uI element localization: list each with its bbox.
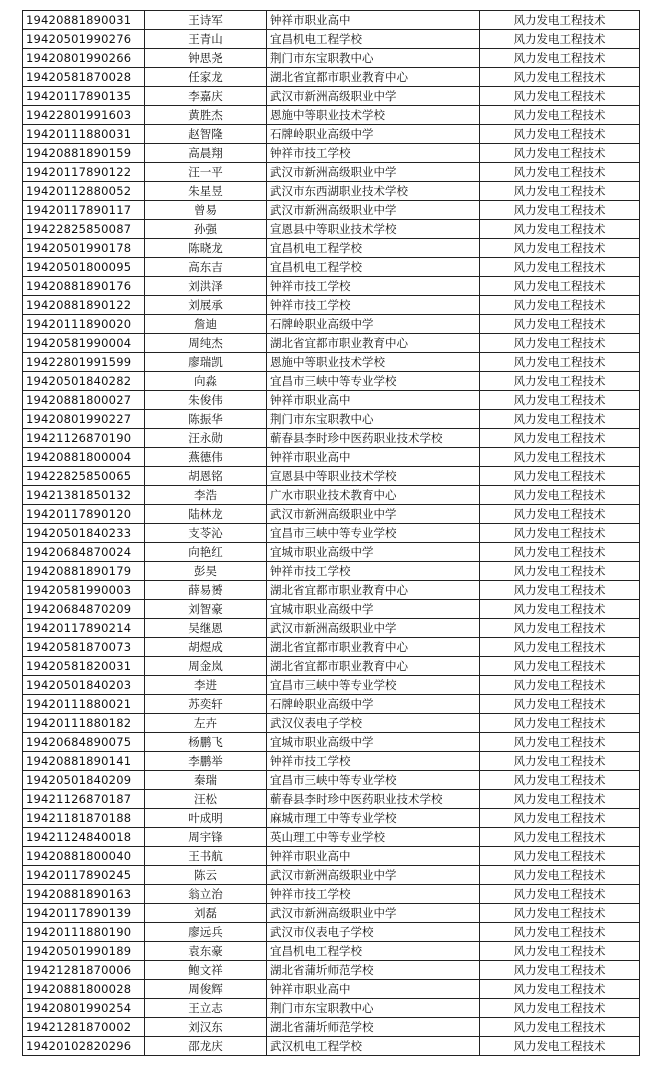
school-name-cell: 湖北省蒲圻师范学校 (267, 961, 480, 980)
exam-number-cell: 19420501840203 (23, 676, 145, 695)
exam-number-cell: 19420684890075 (23, 733, 145, 752)
major-cell: 风力发电工程技术 (480, 885, 640, 904)
exam-number-cell: 19422825850087 (23, 220, 145, 239)
student-name-cell: 王立志 (145, 999, 267, 1018)
school-name-cell: 武汉仪表电子学校 (267, 714, 480, 733)
table-row (23, 676, 640, 695)
school-name-cell: 宜城市职业高级中学 (267, 543, 480, 562)
exam-number-cell: 19420881800004 (23, 448, 145, 467)
major-cell: 风力发电工程技术 (480, 182, 640, 201)
table-body (23, 11, 640, 1056)
student-name-cell: 周宇锋 (145, 828, 267, 847)
student-name-cell: 汪永勋 (145, 429, 267, 448)
student-name-cell: 刘智豪 (145, 600, 267, 619)
student-name-cell: 陈晓龙 (145, 239, 267, 258)
exam-number-cell: 19422825850065 (23, 467, 145, 486)
table-row (23, 353, 640, 372)
table-row (23, 144, 640, 163)
exam-number-cell: 19420501840282 (23, 372, 145, 391)
table-row (23, 885, 640, 904)
exam-number-cell: 19420501990178 (23, 239, 145, 258)
exam-number-cell: 19420581870028 (23, 68, 145, 87)
exam-number-cell: 19422801991603 (23, 106, 145, 125)
school-name-cell: 荆门市东宝职教中心 (267, 410, 480, 429)
major-cell: 风力发电工程技术 (480, 429, 640, 448)
major-cell: 风力发电工程技术 (480, 220, 640, 239)
school-name-cell: 武汉机电工程学校 (267, 1037, 480, 1056)
exam-number-cell: 19420112880052 (23, 182, 145, 201)
exam-number-cell: 19420117890120 (23, 505, 145, 524)
exam-number-cell: 19420102820296 (23, 1037, 145, 1056)
school-name-cell: 恩施中等职业技术学校 (267, 106, 480, 125)
student-name-cell: 王诗军 (145, 11, 267, 30)
school-name-cell: 钟祥市技工学校 (267, 144, 480, 163)
table-row (23, 296, 640, 315)
student-name-cell: 任家龙 (145, 68, 267, 87)
exam-number-cell: 19420111890020 (23, 315, 145, 334)
school-name-cell: 武汉市新洲高级职业中学 (267, 87, 480, 106)
school-name-cell: 武汉市新洲高级职业中学 (267, 866, 480, 885)
major-cell: 风力发电工程技术 (480, 1018, 640, 1037)
exam-number-cell: 19420881800040 (23, 847, 145, 866)
exam-number-cell: 19420801990266 (23, 49, 145, 68)
student-name-cell: 秦瑞 (145, 771, 267, 790)
major-cell: 风力发电工程技术 (480, 600, 640, 619)
school-name-cell: 麻城市理工中等专业学校 (267, 809, 480, 828)
school-name-cell: 石牌岭职业高级中学 (267, 695, 480, 714)
table-row (23, 163, 640, 182)
student-name-cell: 刘展承 (145, 296, 267, 315)
table-row (23, 714, 640, 733)
student-name-cell: 向淼 (145, 372, 267, 391)
exam-number-cell: 19420881890176 (23, 277, 145, 296)
table-row (23, 543, 640, 562)
major-cell: 风力发电工程技术 (480, 828, 640, 847)
exam-number-cell: 19420111880031 (23, 125, 145, 144)
table-row (23, 239, 640, 258)
major-cell: 风力发电工程技术 (480, 581, 640, 600)
student-name-cell: 燕德伟 (145, 448, 267, 467)
student-name-cell: 汪一平 (145, 163, 267, 182)
exam-number-cell: 19420801990254 (23, 999, 145, 1018)
table-row (23, 524, 640, 543)
school-name-cell: 武汉市新洲高级职业中学 (267, 505, 480, 524)
school-name-cell: 湖北省宜都市职业教育中心 (267, 638, 480, 657)
school-name-cell: 宜昌机电工程学校 (267, 942, 480, 961)
major-cell: 风力发电工程技术 (480, 657, 640, 676)
school-name-cell: 武汉市新洲高级职业中学 (267, 163, 480, 182)
school-name-cell: 湖北省宜都市职业教育中心 (267, 581, 480, 600)
table-row (23, 828, 640, 847)
school-name-cell: 宜城市职业高级中学 (267, 600, 480, 619)
major-cell: 风力发电工程技术 (480, 410, 640, 429)
exam-number-cell: 19420881890122 (23, 296, 145, 315)
exam-number-cell: 19420881800028 (23, 980, 145, 999)
student-name-cell: 赵智隆 (145, 125, 267, 144)
exam-number-cell: 19420501840209 (23, 771, 145, 790)
exam-number-cell: 19420117890122 (23, 163, 145, 182)
table-row (23, 125, 640, 144)
table-row (23, 980, 640, 999)
student-name-cell: 翁立治 (145, 885, 267, 904)
student-name-cell: 陈云 (145, 866, 267, 885)
major-cell: 风力发电工程技术 (480, 258, 640, 277)
exam-number-cell: 19420117890139 (23, 904, 145, 923)
major-cell: 风力发电工程技术 (480, 543, 640, 562)
major-cell: 风力发电工程技术 (480, 638, 640, 657)
school-name-cell: 宜昌市三峡中等专业学校 (267, 771, 480, 790)
major-cell: 风力发电工程技术 (480, 524, 640, 543)
table-row (23, 11, 640, 30)
school-name-cell: 石牌岭职业高级中学 (267, 125, 480, 144)
student-name-cell: 王书航 (145, 847, 267, 866)
student-name-cell: 邵龙庆 (145, 1037, 267, 1056)
school-name-cell: 蕲春县李时珍中医药职业技术学校 (267, 790, 480, 809)
student-name-cell: 周金岚 (145, 657, 267, 676)
student-name-cell: 李进 (145, 676, 267, 695)
table-row (23, 106, 640, 125)
school-name-cell: 武汉市东西湖职业技术学校 (267, 182, 480, 201)
table-row (23, 410, 640, 429)
exam-number-cell: 19420501840233 (23, 524, 145, 543)
exam-number-cell: 19420581820031 (23, 657, 145, 676)
exam-number-cell: 19420581870073 (23, 638, 145, 657)
student-name-cell: 左卉 (145, 714, 267, 733)
table-row (23, 562, 640, 581)
major-cell: 风力发电工程技术 (480, 467, 640, 486)
major-cell: 风力发电工程技术 (480, 125, 640, 144)
student-name-cell: 刘洪泽 (145, 277, 267, 296)
table-row (23, 904, 640, 923)
school-name-cell: 荆门市东宝职教中心 (267, 49, 480, 68)
school-name-cell: 钟祥市职业高中 (267, 847, 480, 866)
exam-number-cell: 19420111880182 (23, 714, 145, 733)
table-row (23, 277, 640, 296)
table-row (23, 448, 640, 467)
table-row (23, 657, 640, 676)
table-row (23, 201, 640, 220)
school-name-cell: 钟祥市技工学校 (267, 277, 480, 296)
major-cell: 风力发电工程技术 (480, 771, 640, 790)
exam-number-cell: 19420801990227 (23, 410, 145, 429)
table-row (23, 809, 640, 828)
school-name-cell: 英山理工中等专业学校 (267, 828, 480, 847)
major-cell: 风力发电工程技术 (480, 391, 640, 410)
table-row (23, 847, 640, 866)
exam-number-cell: 19420117890214 (23, 619, 145, 638)
major-cell: 风力发电工程技术 (480, 30, 640, 49)
major-cell: 风力发电工程技术 (480, 695, 640, 714)
table-row (23, 790, 640, 809)
school-name-cell: 钟祥市职业高中 (267, 448, 480, 467)
major-cell: 风力发电工程技术 (480, 923, 640, 942)
table-row (23, 1037, 640, 1056)
major-cell: 风力发电工程技术 (480, 961, 640, 980)
exam-number-cell: 19421126870187 (23, 790, 145, 809)
student-list-table (22, 10, 640, 1056)
school-name-cell: 恩施中等职业技术学校 (267, 353, 480, 372)
school-name-cell: 蕲春县李时珍中医药职业技术学校 (267, 429, 480, 448)
student-name-cell: 刘磊 (145, 904, 267, 923)
major-cell: 风力发电工程技术 (480, 980, 640, 999)
student-name-cell: 李嘉庆 (145, 87, 267, 106)
school-name-cell: 武汉市新洲高级职业中学 (267, 201, 480, 220)
table-row (23, 581, 640, 600)
school-name-cell: 钟祥市技工学校 (267, 752, 480, 771)
table-row (23, 695, 640, 714)
student-name-cell: 黄胜杰 (145, 106, 267, 125)
school-name-cell: 钟祥市技工学校 (267, 885, 480, 904)
student-name-cell: 彭昊 (145, 562, 267, 581)
major-cell: 风力发电工程技术 (480, 144, 640, 163)
student-name-cell: 苏奕轩 (145, 695, 267, 714)
major-cell: 风力发电工程技术 (480, 942, 640, 961)
major-cell: 风力发电工程技术 (480, 752, 640, 771)
student-name-cell: 廖瑞凯 (145, 353, 267, 372)
school-name-cell: 钟祥市技工学校 (267, 296, 480, 315)
table-row (23, 961, 640, 980)
major-cell: 风力发电工程技术 (480, 562, 640, 581)
exam-number-cell: 19420111880190 (23, 923, 145, 942)
major-cell: 风力发电工程技术 (480, 714, 640, 733)
major-cell: 风力发电工程技术 (480, 904, 640, 923)
table-row (23, 733, 640, 752)
school-name-cell: 宜城市职业高级中学 (267, 733, 480, 752)
table-row (23, 49, 640, 68)
major-cell: 风力发电工程技术 (480, 372, 640, 391)
student-name-cell: 胡煜成 (145, 638, 267, 657)
exam-number-cell: 19420501990189 (23, 942, 145, 961)
table-row (23, 638, 640, 657)
table-row (23, 942, 640, 961)
major-cell: 风力发电工程技术 (480, 809, 640, 828)
exam-number-cell: 19421281870006 (23, 961, 145, 980)
exam-number-cell: 19420501800095 (23, 258, 145, 277)
student-name-cell: 詹迪 (145, 315, 267, 334)
student-name-cell: 汪松 (145, 790, 267, 809)
exam-number-cell: 19420684870024 (23, 543, 145, 562)
major-cell: 风力发电工程技术 (480, 315, 640, 334)
table-row (23, 999, 640, 1018)
student-name-cell: 朱俊伟 (145, 391, 267, 410)
school-name-cell: 武汉市新洲高级职业中学 (267, 904, 480, 923)
student-name-cell: 廖远兵 (145, 923, 267, 942)
school-name-cell: 武汉市新洲高级职业中学 (267, 619, 480, 638)
exam-number-cell: 19420881890141 (23, 752, 145, 771)
table-row (23, 486, 640, 505)
major-cell: 风力发电工程技术 (480, 296, 640, 315)
major-cell: 风力发电工程技术 (480, 87, 640, 106)
major-cell: 风力发电工程技术 (480, 68, 640, 87)
table-row (23, 220, 640, 239)
major-cell: 风力发电工程技术 (480, 448, 640, 467)
exam-number-cell: 19421124840018 (23, 828, 145, 847)
student-name-cell: 陈振华 (145, 410, 267, 429)
school-name-cell: 宜昌机电工程学校 (267, 239, 480, 258)
school-name-cell: 宜昌市三峡中等专业学校 (267, 372, 480, 391)
exam-number-cell: 19421126870190 (23, 429, 145, 448)
major-cell: 风力发电工程技术 (480, 11, 640, 30)
exam-number-cell: 19420881890159 (23, 144, 145, 163)
school-name-cell: 宣恩县中等职业技术学校 (267, 467, 480, 486)
table-row (23, 752, 640, 771)
major-cell: 风力发电工程技术 (480, 999, 640, 1018)
major-cell: 风力发电工程技术 (480, 676, 640, 695)
student-name-cell: 高东吉 (145, 258, 267, 277)
major-cell: 风力发电工程技术 (480, 486, 640, 505)
major-cell: 风力发电工程技术 (480, 505, 640, 524)
exam-number-cell: 19420684870209 (23, 600, 145, 619)
major-cell: 风力发电工程技术 (480, 277, 640, 296)
school-name-cell: 湖北省蒲圻师范学校 (267, 1018, 480, 1037)
major-cell: 风力发电工程技术 (480, 733, 640, 752)
major-cell: 风力发电工程技术 (480, 866, 640, 885)
exam-number-cell: 19420881800027 (23, 391, 145, 410)
school-name-cell: 武汉市仪表电子学校 (267, 923, 480, 942)
major-cell: 风力发电工程技术 (480, 334, 640, 353)
table-row (23, 866, 640, 885)
table-row (23, 391, 640, 410)
student-name-cell: 鲍文祥 (145, 961, 267, 980)
exam-number-cell: 19420881890031 (23, 11, 145, 30)
exam-number-cell: 19421181870188 (23, 809, 145, 828)
school-name-cell: 石牌岭职业高级中学 (267, 315, 480, 334)
table-row (23, 87, 640, 106)
table-row (23, 315, 640, 334)
major-cell: 风力发电工程技术 (480, 619, 640, 638)
major-cell: 风力发电工程技术 (480, 49, 640, 68)
student-name-cell: 袁东豪 (145, 942, 267, 961)
table-row (23, 619, 640, 638)
school-name-cell: 钟祥市职业高中 (267, 11, 480, 30)
table-row (23, 68, 640, 87)
table-row (23, 600, 640, 619)
exam-number-cell: 19422801991599 (23, 353, 145, 372)
school-name-cell: 宜昌机电工程学校 (267, 30, 480, 49)
exam-number-cell: 19421281870002 (23, 1018, 145, 1037)
student-name-cell: 曾易 (145, 201, 267, 220)
school-name-cell: 钟祥市职业高中 (267, 391, 480, 410)
student-name-cell: 孙强 (145, 220, 267, 239)
exam-number-cell: 19420581990003 (23, 581, 145, 600)
table-row (23, 1018, 640, 1037)
school-name-cell: 荆门市东宝职教中心 (267, 999, 480, 1018)
major-cell: 风力发电工程技术 (480, 106, 640, 125)
student-name-cell: 周纯杰 (145, 334, 267, 353)
table-row (23, 467, 640, 486)
major-cell: 风力发电工程技术 (480, 353, 640, 372)
table-row (23, 30, 640, 49)
student-name-cell: 陆林龙 (145, 505, 267, 524)
school-name-cell: 宜昌市三峡中等专业学校 (267, 524, 480, 543)
school-name-cell: 钟祥市职业高中 (267, 980, 480, 999)
table-row (23, 505, 640, 524)
major-cell: 风力发电工程技术 (480, 1037, 640, 1056)
school-name-cell: 湖北省宜都市职业教育中心 (267, 657, 480, 676)
student-name-cell: 钟思尧 (145, 49, 267, 68)
school-name-cell: 钟祥市技工学校 (267, 562, 480, 581)
school-name-cell: 宣恩县中等职业技术学校 (267, 220, 480, 239)
major-cell: 风力发电工程技术 (480, 239, 640, 258)
exam-number-cell: 19420117890135 (23, 87, 145, 106)
school-name-cell: 湖北省宜都市职业教育中心 (267, 68, 480, 87)
table-row (23, 771, 640, 790)
table-row (23, 258, 640, 277)
major-cell: 风力发电工程技术 (480, 163, 640, 182)
exam-number-cell: 19420117890245 (23, 866, 145, 885)
student-name-cell: 叶成明 (145, 809, 267, 828)
exam-number-cell: 19421381850132 (23, 486, 145, 505)
major-cell: 风力发电工程技术 (480, 847, 640, 866)
student-name-cell: 杨鹏飞 (145, 733, 267, 752)
student-name-cell: 胡恩铭 (145, 467, 267, 486)
exam-number-cell: 19420501990276 (23, 30, 145, 49)
student-name-cell: 周俊辉 (145, 980, 267, 999)
student-name-cell: 李浩 (145, 486, 267, 505)
student-name-cell: 李鹏举 (145, 752, 267, 771)
student-name-cell: 吴继恩 (145, 619, 267, 638)
student-name-cell: 薛易赟 (145, 581, 267, 600)
student-name-cell: 王青山 (145, 30, 267, 49)
table-row (23, 372, 640, 391)
student-name-cell: 向艳红 (145, 543, 267, 562)
school-name-cell: 宜昌机电工程学校 (267, 258, 480, 277)
table-row (23, 429, 640, 448)
major-cell: 风力发电工程技术 (480, 790, 640, 809)
major-cell: 风力发电工程技术 (480, 201, 640, 220)
student-name-cell: 支苓沁 (145, 524, 267, 543)
table-row (23, 923, 640, 942)
table-row (23, 182, 640, 201)
student-name-cell: 朱星昱 (145, 182, 267, 201)
exam-number-cell: 19420117890117 (23, 201, 145, 220)
table-row (23, 334, 640, 353)
school-name-cell: 广水市职业技术教育中心 (267, 486, 480, 505)
exam-number-cell: 19420881890179 (23, 562, 145, 581)
exam-number-cell: 19420581990004 (23, 334, 145, 353)
student-name-cell: 刘汉东 (145, 1018, 267, 1037)
student-name-cell: 高晨翔 (145, 144, 267, 163)
exam-number-cell: 19420111880021 (23, 695, 145, 714)
school-name-cell: 宜昌市三峡中等专业学校 (267, 676, 480, 695)
school-name-cell: 湖北省宜都市职业教育中心 (267, 334, 480, 353)
exam-number-cell: 19420881890163 (23, 885, 145, 904)
